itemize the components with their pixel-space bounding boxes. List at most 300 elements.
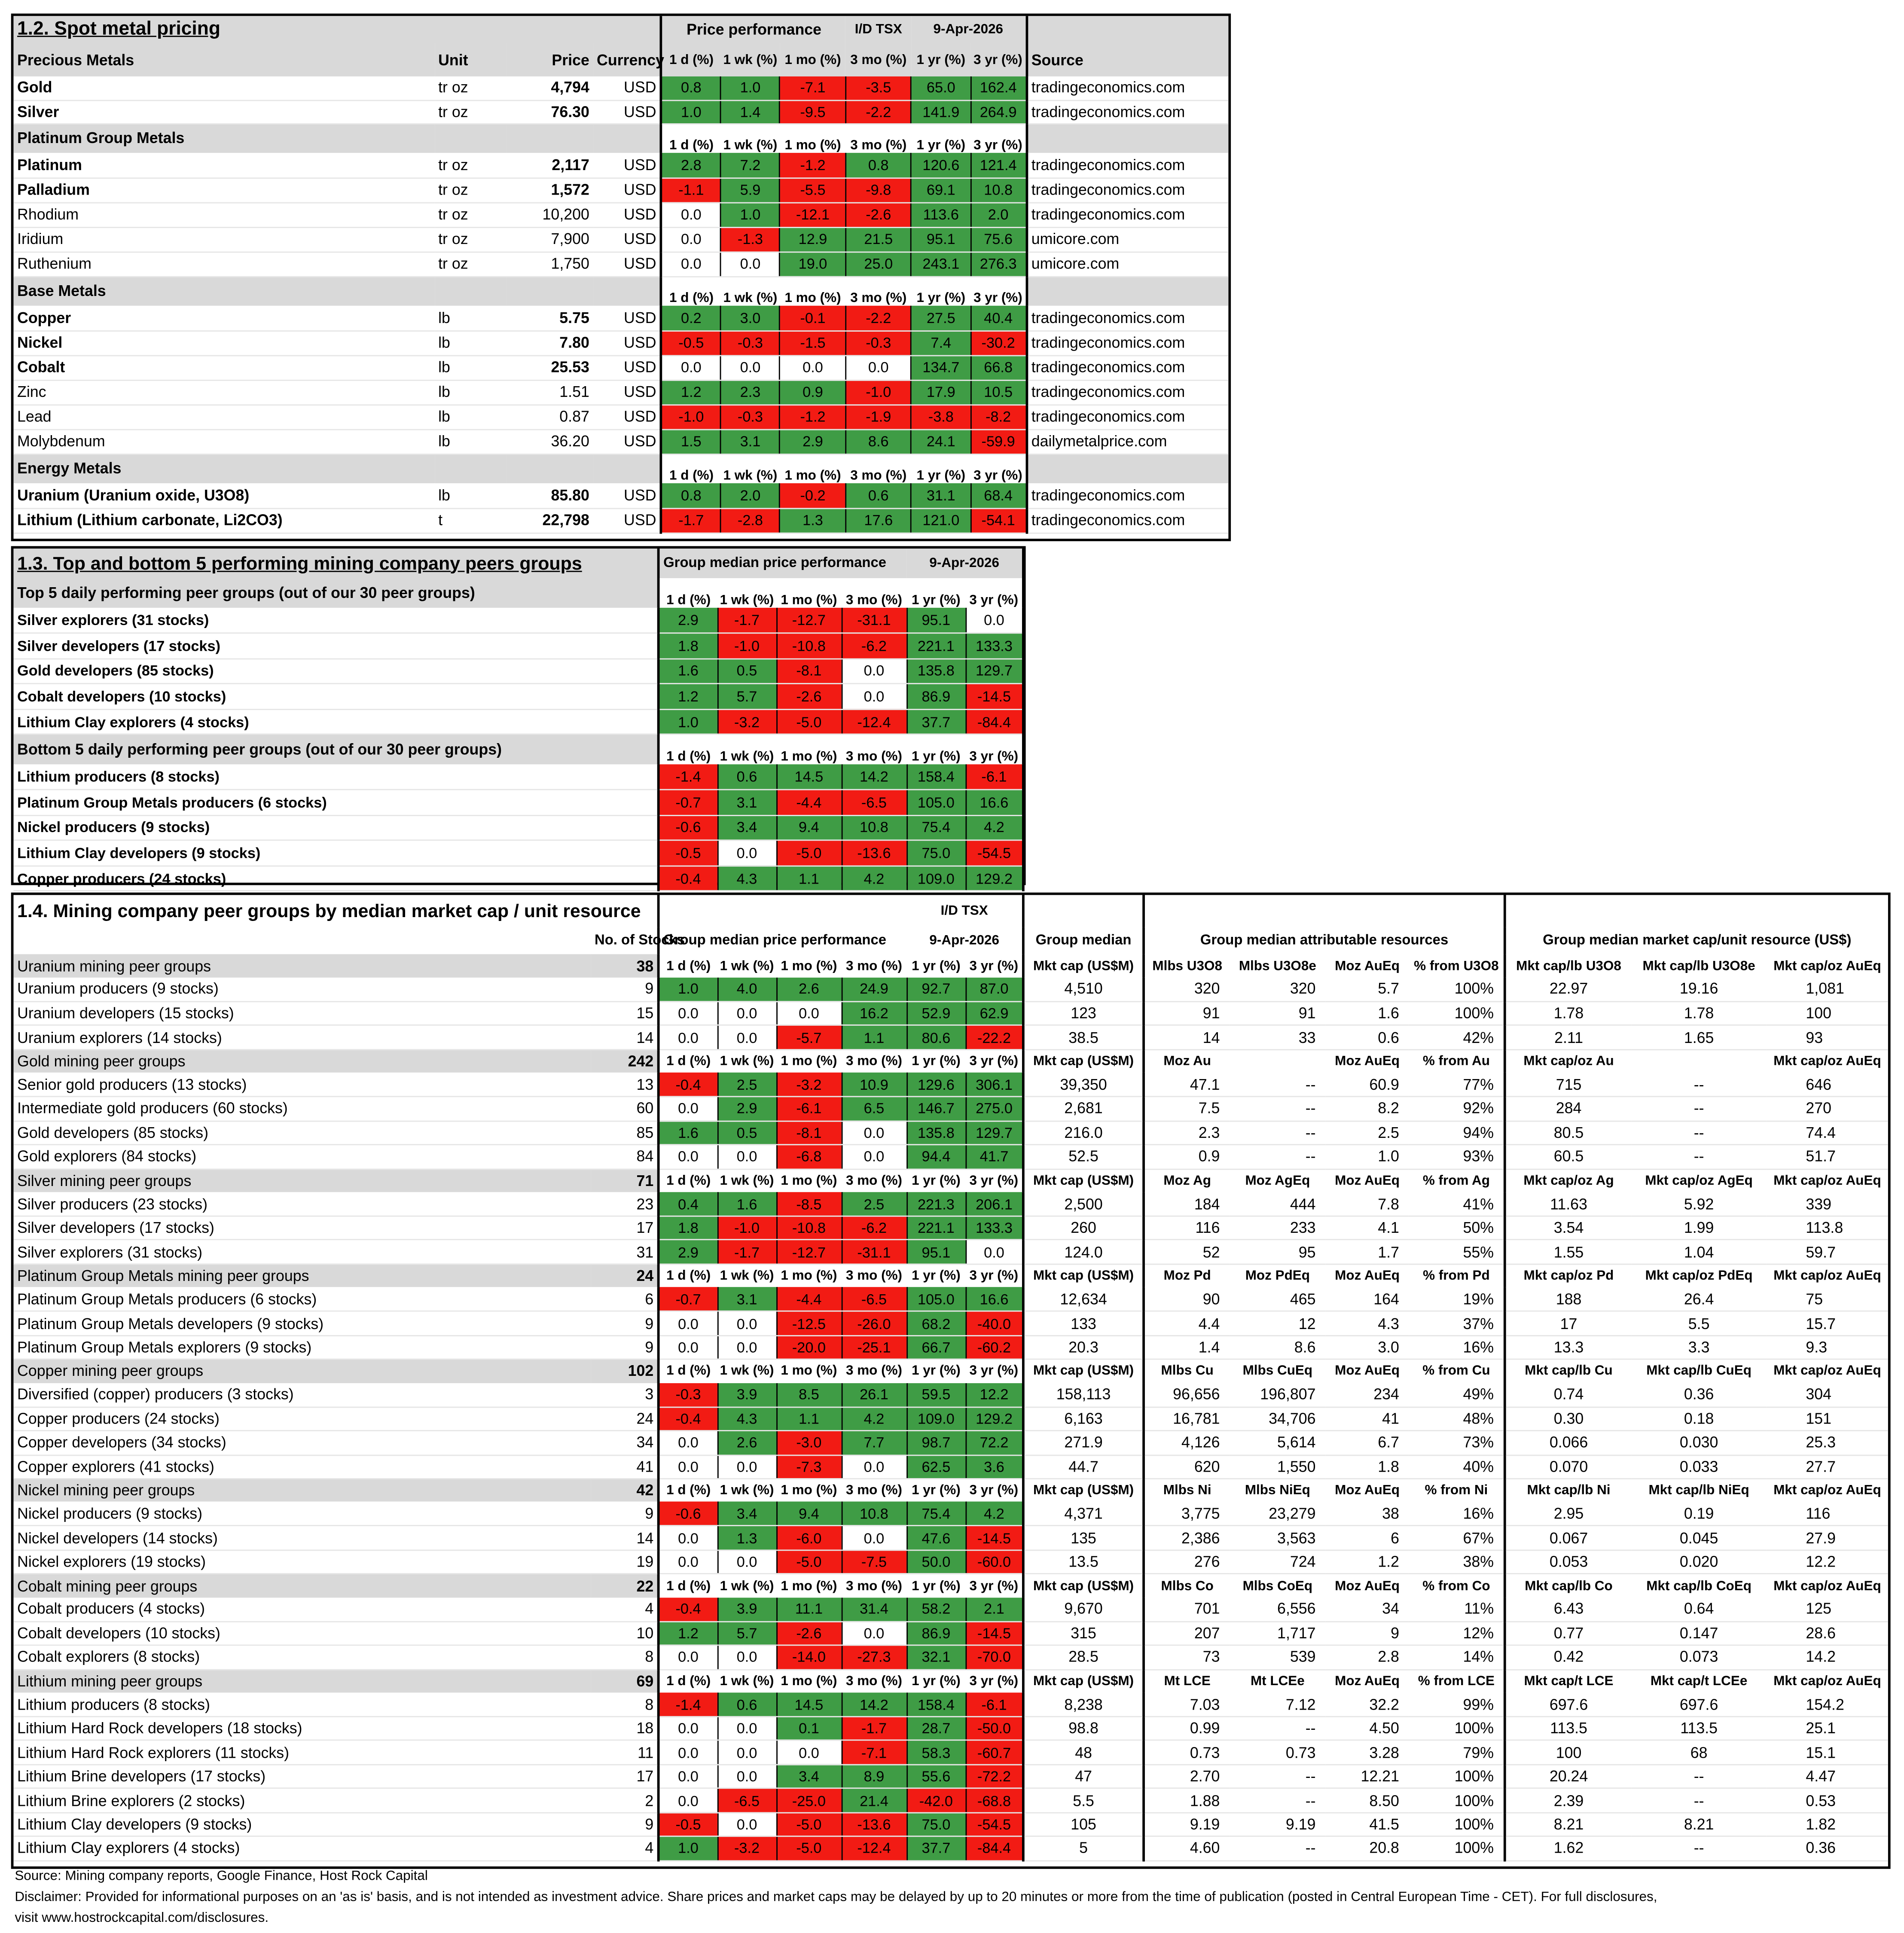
metric-value: 68: [1631, 1741, 1767, 1765]
metal-source: tradingeconomics.com: [1026, 355, 1228, 380]
perf-cell-s12-1: 1.4: [720, 100, 780, 123]
peer-group-row: [13, 1145, 1888, 1169]
metric-header: % from LCE: [1418, 1674, 1495, 1689]
period-header: 1 d (%): [659, 1360, 717, 1383]
perf-cell-s12-5: -54.1: [971, 508, 1027, 532]
perf-cell-s14-5: -14.5: [966, 1526, 1023, 1550]
metal-price: 1,572: [507, 177, 593, 202]
peer-group-name: Platinum Group Metals producers (6 stocks): [13, 790, 658, 815]
metric-value: 1.7: [1325, 1240, 1409, 1264]
peer-group-name: Platinum Group Metals developers (9 stocks): [13, 1311, 591, 1335]
perf-cell-s14-4: 92.7: [906, 978, 965, 1002]
peer-group-name: Uranium explorers (14 stocks): [13, 1025, 591, 1049]
peer-group-name: Lithium producers (8 stocks): [13, 1693, 591, 1717]
metric-value: 2.39: [1505, 1789, 1632, 1813]
perf-cell-s12-1: 1.0: [720, 202, 780, 227]
metric-value: 539: [1230, 1645, 1325, 1669]
metric-value: 92%: [1409, 1097, 1505, 1121]
period-header: 3 yr (%): [966, 1360, 1023, 1383]
metric-header: Mkt cap (US$M): [1023, 1169, 1144, 1192]
perf-cell-s14-4: 105.0: [906, 1287, 965, 1311]
perf-cell-s12-4: 113.6: [911, 202, 970, 227]
perf-cell-s12-1: -0.3: [720, 404, 780, 429]
perf-cell-s14-3: -25.1: [842, 1335, 907, 1360]
perf-cell-s14-3: 0.0: [842, 1145, 907, 1169]
metric-value: --: [1230, 1145, 1325, 1169]
period-header: 3 yr (%): [966, 1049, 1023, 1073]
peer-group-row: [13, 978, 1888, 1002]
period-header: 3 mo (%): [842, 1264, 907, 1288]
perf-cell-s12-5: 66.8: [971, 355, 1027, 380]
group-name: Precious Metals: [13, 43, 434, 76]
metal-currency: USD: [593, 202, 661, 227]
spot-metal-pricing-panel: [11, 14, 1231, 541]
group-median-title: Group median: [1023, 927, 1144, 954]
metric-value: 40%: [1409, 1454, 1505, 1479]
perf-cell-s14-2: -12.5: [776, 1311, 842, 1335]
peer-group-name: Intermediate gold producers (60 stocks): [13, 1097, 591, 1121]
metric-value: 12: [1230, 1311, 1325, 1335]
perf-cell-s14-4: 68.2: [906, 1311, 965, 1335]
period-header: 1 d (%): [659, 1049, 717, 1073]
perf-cell-s12-2: -0.1: [780, 306, 846, 330]
peer-group-stock-count: 9: [591, 978, 658, 1002]
perf-cell-s14-4: 37.7: [906, 1836, 965, 1860]
peer-group-row: [13, 1097, 1888, 1121]
period-header: 1 d (%): [659, 1669, 717, 1693]
perf-cell-s13-0: 1.2: [659, 684, 717, 709]
metric-header: Moz Au: [1144, 1049, 1230, 1073]
perf-cell-s14-4: 221.3: [906, 1192, 965, 1216]
metric-value: 93%: [1409, 1145, 1505, 1169]
group-header-row: [13, 1360, 1888, 1383]
period-header: 1 yr (%): [906, 735, 965, 764]
perf-cell-s14-0: -0.4: [659, 1598, 717, 1622]
metric-header: % from Au: [1422, 1054, 1490, 1069]
period-header: 1 mo (%): [776, 1264, 842, 1288]
perf-cell-s14-0: 0.0: [659, 1789, 717, 1813]
metal-currency: USD: [593, 355, 661, 380]
metric-header: Mkt cap (US$M): [1023, 1669, 1144, 1693]
metric-value: 6.43: [1505, 1598, 1632, 1622]
period-header: 3 mo (%): [842, 735, 907, 764]
metric-value: 196,807: [1230, 1383, 1325, 1407]
metal-currency: USD: [593, 330, 661, 355]
perf-cell-s14-1: 0.0: [717, 1335, 776, 1360]
period-header: 1 wk (%): [720, 43, 780, 76]
perf-cell-s12-3: -2.2: [845, 306, 911, 330]
perf-cell-s14-4: 158.4: [906, 1693, 965, 1717]
metric-header: Moz PdEq: [1245, 1268, 1310, 1284]
metric-value: --: [1230, 1097, 1325, 1121]
metric-value: 2.95: [1505, 1502, 1632, 1526]
group-header-row: [13, 1049, 1888, 1073]
metal-source: tradingeconomics.com: [1026, 404, 1228, 429]
title-row: [13, 549, 1023, 578]
perf-cell-s14-4: 66.7: [906, 1335, 965, 1360]
metric-value: 465: [1230, 1287, 1325, 1311]
perf-cell-s14-2: -4.4: [776, 1287, 842, 1311]
group-header-row: [13, 1669, 1888, 1693]
metric-header: Mlbs NiEq: [1245, 1483, 1310, 1498]
perf-cell-s14-1: 3.4: [717, 1502, 776, 1526]
peer-group-stock-count: 3: [591, 1383, 658, 1407]
perf-cell-s13-2: 9.4: [776, 815, 842, 840]
metric-value: 41: [1325, 1407, 1409, 1431]
metric-header: Mlbs Co: [1144, 1574, 1230, 1598]
perf-cell-s12-4: 65.0: [911, 76, 970, 100]
metal-price: 7,900: [507, 227, 593, 251]
group-header-row: [13, 735, 1023, 764]
metric-value: 52: [1144, 1240, 1230, 1264]
metric-value: --: [1631, 1765, 1767, 1789]
perf-cell-s12-0: 0.8: [661, 76, 720, 100]
metric-value: 17: [1505, 1311, 1632, 1335]
metric-header: Mkt cap/oz AuEq: [1773, 1054, 1881, 1069]
group-name: Lithium mining peer groups: [13, 1669, 591, 1693]
group-stock-count: 242: [591, 1049, 658, 1073]
section-title: 1.4. Mining company peer groups by median market cap / unit resource: [17, 900, 641, 922]
perf-cell-s12-3: -9.8: [845, 177, 911, 202]
metal-currency: USD: [593, 404, 661, 429]
perf-cell-s12-2: -0.2: [780, 483, 846, 508]
metric-value: 67%: [1409, 1526, 1505, 1550]
perf-cell-s14-2: -7.3: [776, 1454, 842, 1479]
group-stock-count: 24: [591, 1264, 658, 1288]
perf-cell-s13-2: 14.5: [776, 764, 842, 790]
metric-value: 100%: [1409, 1836, 1505, 1860]
blank: [593, 454, 661, 483]
perf-cell-s12-5: 75.6: [971, 227, 1027, 251]
group-header-row: [13, 1264, 1888, 1288]
metric-value: 26.4: [1631, 1287, 1767, 1311]
metric-header: Mkt cap (US$M): [1023, 954, 1144, 978]
metric-header: [1230, 1049, 1325, 1073]
metric-value: 1,717: [1230, 1621, 1325, 1645]
perf-cell-s12-5: 10.5: [971, 380, 1027, 404]
period-header: 3 yr (%): [965, 578, 1023, 608]
perf-cell-s12-4: 95.1: [911, 227, 970, 251]
peer-group-row: [13, 1025, 1888, 1049]
perf-cell-s12-4: 121.0: [911, 508, 970, 532]
metric-header: Mkt cap/oz AuEq: [1773, 1674, 1881, 1689]
metal-unit: lb: [435, 380, 507, 404]
peer-group-name: Copper developers (34 stocks): [13, 1431, 591, 1455]
metric-header: Moz AgEq: [1245, 1173, 1310, 1189]
perf-cell-s14-3: -13.6: [842, 1812, 907, 1836]
perf-cell-s12-0: 1.5: [661, 429, 720, 454]
perf-cell-s14-5: -14.5: [966, 1621, 1023, 1645]
metric-value: 3,563: [1230, 1526, 1325, 1550]
peer-group-row: [13, 1002, 1888, 1026]
spot-metal-pricing-table: [13, 16, 1228, 533]
peer-group-name: Uranium developers (15 stocks): [13, 1002, 591, 1026]
period-header: 1 mo (%): [776, 1574, 842, 1598]
perf-cell-s14-2: -14.0: [776, 1645, 842, 1669]
metric-value: 8.50: [1325, 1789, 1409, 1813]
metric-value: 12.2: [1767, 1550, 1888, 1574]
metric-value: 320: [1144, 978, 1230, 1002]
metric-value: 260: [1023, 1216, 1144, 1240]
perf-cell-s12-0: 0.0: [661, 227, 720, 251]
metric-value: 59.7: [1767, 1240, 1888, 1264]
group-header-row: [13, 578, 1023, 608]
period-header: 1 d (%): [661, 454, 720, 483]
metric-value: 100%: [1409, 1002, 1505, 1026]
peer-group-name: Cobalt explorers (8 stocks): [13, 1645, 591, 1669]
peer-group-row: [13, 1598, 1888, 1622]
metric-value: 73: [1144, 1645, 1230, 1669]
perf-cell-s14-3: 26.1: [842, 1383, 907, 1407]
source-header: Source: [1026, 43, 1228, 76]
perf-cell-s12-4: 120.6: [911, 153, 970, 177]
metric-header: Mkt cap/lb CuEq: [1646, 1364, 1751, 1379]
metric-header: Mlbs U3O8e: [1239, 958, 1316, 973]
peer-group-stock-count: 8: [591, 1693, 658, 1717]
perf-cell-s14-2: -2.6: [776, 1621, 842, 1645]
perf-cell-s12-4: -3.8: [911, 404, 970, 429]
metric-value: 7.5: [1144, 1097, 1230, 1121]
date-label: 9-Apr-2026: [906, 549, 1023, 578]
period-header: 3 yr (%): [965, 735, 1023, 764]
metric-value: --: [1230, 1121, 1325, 1145]
perf-cell-s13-1: 0.0: [717, 841, 776, 866]
peer-group-name: Diversified (copper) producers (3 stocks): [13, 1383, 591, 1407]
metric-value: 94%: [1409, 1121, 1505, 1145]
perf-cell-s12-1: 2.0: [720, 483, 780, 508]
metric-value: 1.55: [1505, 1240, 1632, 1264]
metric-value: 91: [1230, 1002, 1325, 1026]
perf-cell-s14-3: 0.0: [842, 1621, 907, 1645]
perf-cell-s14-0: 0.0: [659, 1717, 717, 1741]
period-header: 1 mo (%): [776, 954, 842, 978]
metal-name: Zinc: [13, 380, 434, 404]
peer-group-name: Gold explorers (84 stocks): [13, 1145, 591, 1169]
period-header: 3 yr (%): [971, 276, 1027, 306]
peer-group-name: Lithium Clay explorers (4 stocks): [13, 1836, 591, 1860]
metric-value: 49%: [1409, 1383, 1505, 1407]
period-header: 1 d (%): [661, 276, 720, 306]
perf-cell-s13-5: 0.0: [965, 608, 1023, 633]
perf-cell-s14-0: 0.0: [659, 1145, 717, 1169]
perf-cell-s14-1: 4.3: [717, 1407, 776, 1431]
metal-row: [13, 100, 1228, 123]
metric-value: 32.2: [1325, 1693, 1409, 1717]
perf-cell-s12-3: 17.6: [845, 508, 911, 532]
metal-name: Iridium: [13, 227, 434, 251]
metric-value: 0.073: [1631, 1645, 1767, 1669]
metal-name: Nickel: [13, 330, 434, 355]
perf-cell-s14-5: 3.6: [966, 1454, 1023, 1479]
peer-group-name: Copper producers (24 stocks): [13, 866, 658, 891]
period-header: 3 mo (%): [842, 1049, 907, 1073]
perf-cell-s12-1: 3.0: [720, 306, 780, 330]
metric-value: 0.070: [1505, 1454, 1632, 1479]
perf-cell-s12-2: 0.9: [780, 380, 846, 404]
metric-header: Mkt cap/oz AuEq: [1773, 1268, 1881, 1284]
metric-value: 158,113: [1023, 1383, 1144, 1407]
metric-value: 41%: [1409, 1192, 1505, 1216]
metric-value: 4,126: [1144, 1431, 1230, 1455]
perf-cell-s13-5: -14.5: [965, 684, 1023, 709]
perf-cell-s12-3: -1.0: [845, 380, 911, 404]
metric-value: 125: [1767, 1598, 1888, 1622]
metric-value: 12.21: [1325, 1765, 1409, 1789]
perf-cell-s14-4: 55.6: [906, 1765, 965, 1789]
perf-cell-s14-3: 16.2: [842, 1002, 907, 1026]
perf-cell-s14-4: 109.0: [906, 1407, 965, 1431]
peer-group-name: Senior gold producers (13 stocks): [13, 1073, 591, 1097]
metric-value: 1.65: [1631, 1025, 1767, 1049]
perf-cell-s14-2: 1.1: [776, 1407, 842, 1431]
metric-value: 13.5: [1023, 1550, 1144, 1574]
perf-cell-s14-3: -26.0: [842, 1311, 907, 1335]
perf-cell-s14-5: 41.7: [966, 1145, 1023, 1169]
peer-group-name: Lithium Clay developers (9 stocks): [13, 1812, 591, 1836]
header-row: [13, 927, 1888, 954]
perf-cell-s12-3: -2.6: [845, 202, 911, 227]
metric-value: 0.36: [1631, 1383, 1767, 1407]
footer-disclosures-link[interactable]: visit www.hostrockcapital.com/disclosures.: [15, 1911, 269, 1926]
perf-cell-s12-2: 12.9: [780, 227, 846, 251]
metric-value: 44.7: [1023, 1454, 1144, 1479]
metric-value: 304: [1767, 1383, 1888, 1407]
peer-group-stock-count: 6: [591, 1287, 658, 1311]
perf-cell-s13-0: 1.0: [659, 709, 717, 735]
period-header: 1 wk (%): [717, 954, 776, 978]
period-header: 3 yr (%): [966, 1574, 1023, 1598]
perf-cell-s14-0: 0.0: [659, 1311, 717, 1335]
group-header-row: [13, 454, 1228, 483]
metal-row: [13, 429, 1228, 454]
perf-cell-s14-3: 31.4: [842, 1598, 907, 1622]
peer-group-row: [13, 659, 1023, 684]
perf-cell-s13-3: -6.5: [842, 790, 907, 815]
perf-cell-s14-0: 0.0: [659, 1025, 717, 1049]
period-header: 1 yr (%): [906, 1574, 965, 1598]
metric-value: 2.5: [1325, 1121, 1409, 1145]
blank: [659, 895, 907, 927]
group-stock-count: 42: [591, 1479, 658, 1502]
period-header: 1 mo (%): [776, 1169, 842, 1192]
metric-value: 0.77: [1505, 1621, 1632, 1645]
perf-cell-s13-1: 3.1: [717, 790, 776, 815]
perf-cell-s14-2: -6.8: [776, 1145, 842, 1169]
perf-cell-s14-5: 306.1: [966, 1073, 1023, 1097]
metric-value: 1.04: [1631, 1240, 1767, 1264]
metric-value: 0.74: [1505, 1383, 1632, 1407]
metric-header: % from Ni: [1425, 1483, 1488, 1498]
metal-currency: USD: [593, 76, 661, 100]
perf-cell-s13-0: -0.6: [659, 815, 717, 840]
group-header-row: [13, 1574, 1888, 1598]
perf-cell-s13-4: 135.8: [906, 659, 965, 684]
metric-value: 42%: [1409, 1025, 1505, 1049]
perf-cell-s12-4: 17.9: [911, 380, 970, 404]
metric-value: 75: [1767, 1287, 1888, 1311]
perf-cell-s14-2: -6.1: [776, 1097, 842, 1121]
metric-header: Moz AuEq: [1335, 1268, 1400, 1284]
perf-cell-s13-5: -84.4: [965, 709, 1023, 735]
metric-value: 38.5: [1023, 1025, 1144, 1049]
metric-header: Moz AuEq: [1335, 1578, 1400, 1594]
group-name: Energy Metals: [13, 454, 434, 483]
perf-cell-s12-1: 2.3: [720, 380, 780, 404]
peer-group-row: [13, 1240, 1888, 1264]
perf-cell-s14-4: 94.4: [906, 1145, 965, 1169]
perf-cell-s13-2: 1.1: [776, 866, 842, 891]
blank: [435, 276, 507, 306]
peer-group-stock-count: 13: [591, 1073, 658, 1097]
blank: [1144, 895, 1505, 927]
perf-cell-s12-4: 243.1: [911, 251, 970, 276]
perf-cell-s14-5: 4.2: [966, 1502, 1023, 1526]
metric-value: 74.4: [1767, 1121, 1888, 1145]
metric-value: 697.6: [1631, 1693, 1767, 1717]
date-label: 9-Apr-2026: [911, 16, 1026, 43]
perf-cell-s14-2: 9.4: [776, 1502, 842, 1526]
perf-cell-s12-2: -5.5: [780, 177, 846, 202]
perf-cell-s12-5: 40.4: [971, 306, 1027, 330]
peer-group-row: [13, 608, 1023, 633]
perf-cell-s14-5: 62.9: [966, 1002, 1023, 1026]
metal-currency: USD: [593, 306, 661, 330]
perf-cell-s14-5: 16.6: [966, 1287, 1023, 1311]
period-header: 1 wk (%): [717, 1479, 776, 1502]
blank: [1023, 895, 1144, 927]
metal-source: tradingeconomics.com: [1026, 380, 1228, 404]
peer-group-row: [13, 1741, 1888, 1765]
metric-value: 13.3: [1505, 1335, 1632, 1360]
metric-header: Mkt cap/t LCEe: [1650, 1674, 1748, 1689]
peer-group-stock-count: 17: [591, 1765, 658, 1789]
peer-group-stock-count: 9: [591, 1335, 658, 1360]
metal-currency: USD: [593, 153, 661, 177]
peer-group-stock-count: 14: [591, 1025, 658, 1049]
blank: [435, 123, 507, 153]
metric-value: 2.3: [1144, 1121, 1230, 1145]
blank: [1026, 276, 1228, 306]
group-stock-count: 71: [591, 1169, 658, 1192]
perf-cell-s12-5: 68.4: [971, 483, 1027, 508]
metric-value: 5.7: [1325, 978, 1409, 1002]
peer-groups-market-cap-panel: [11, 893, 1891, 1869]
metric-header: Mkt cap/oz AuEq: [1773, 1578, 1881, 1594]
perf-cell-s14-4: 62.5: [906, 1454, 965, 1479]
perf-cell-s12-3: 8.6: [845, 429, 911, 454]
metric-header: Moz Pd: [1144, 1264, 1230, 1288]
peer-group-row: [13, 815, 1023, 840]
metal-unit: lb: [435, 483, 507, 508]
perf-cell-s14-3: 4.2: [842, 1407, 907, 1431]
metal-row: [13, 153, 1228, 177]
perf-cell-s13-2: -4.4: [776, 790, 842, 815]
group-name: Copper mining peer groups: [13, 1360, 591, 1383]
metric-value: 1.62: [1505, 1836, 1632, 1860]
metric-header: % from U3O8: [1414, 958, 1499, 973]
metric-value: 0.045: [1631, 1526, 1767, 1550]
period-header: 1 mo (%): [776, 1479, 842, 1502]
perf-cell-s13-2: -5.0: [776, 709, 842, 735]
metric-value: 113.5: [1631, 1717, 1767, 1741]
metric-header: Mkt cap/t LCE: [1505, 1669, 1632, 1693]
metric-header: Mkt cap/lb Ni: [1505, 1479, 1632, 1502]
date-label: 9-Apr-2026: [906, 927, 1023, 954]
peer-group-stock-count: 17: [591, 1216, 658, 1240]
metric-value: 47.1: [1144, 1073, 1230, 1097]
metric-value: 116: [1144, 1216, 1230, 1240]
metric-value: 123: [1023, 1002, 1144, 1026]
